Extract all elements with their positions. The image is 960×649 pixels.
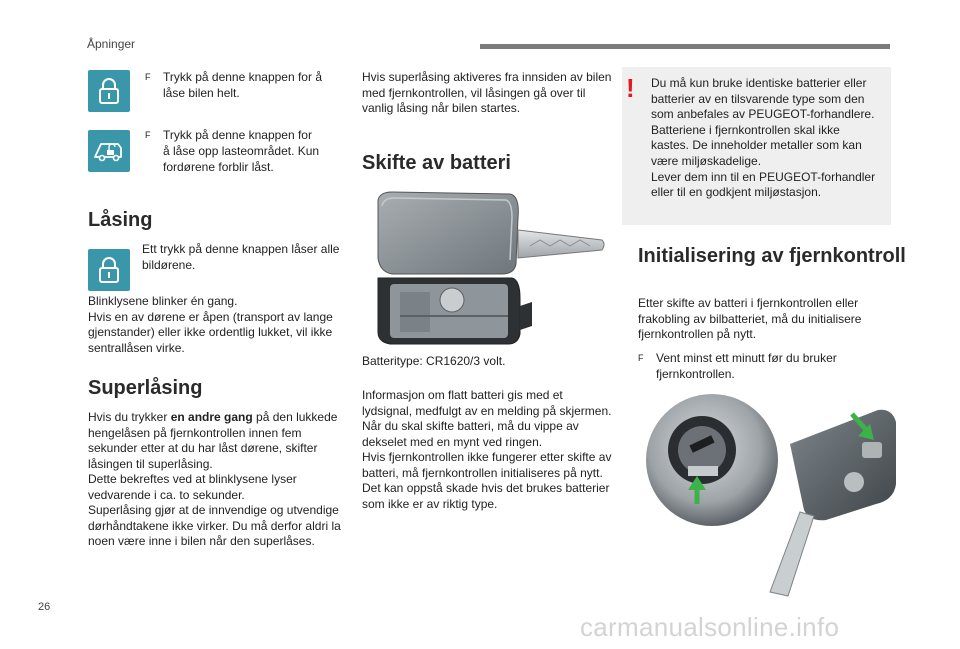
warning-box [622, 67, 891, 225]
superlocking-body-bold: en andre gang [170, 410, 253, 424]
lock-all-icon-box [88, 249, 130, 291]
warning-icon: ! [626, 73, 635, 103]
init-body: Etter skifte av batteri i fjernkontrollen eller frakobling av bilbatteriet, må du initialisere fjernkontrollen på nytt. [638, 296, 862, 341]
superlocking-heading: Superlåsing [88, 377, 203, 399]
ignition-key-photo [640, 392, 900, 602]
lock-button-icon-box [88, 70, 130, 112]
battery-heading: Skifte av batteri [362, 152, 511, 174]
cargo-button-icon-box [88, 130, 130, 172]
warning-text: Du må kun bruke identiske batterier eller batterier av en tilsvarende type som den som anbefales av PEUGEOT-forhandlere. Batteriene i fjernkontrollen skal ikke kastes. De inneholder metaller som kan være miljøskadelige. Lever dem inn til en PEUGEOT-forhandler eller til en godkjent miljøstasjon. [651, 76, 876, 200]
bullet-wait [638, 350, 888, 384]
bullet-mark: F [638, 353, 644, 363]
locking-body: Blinklysene blinker én gang. Hvis en av dørene er åpen (transport av lange gjenstander) eller ikke ordentlig lukket, vil ikke sentrallåsen virke. [88, 294, 333, 355]
bullet-wait-text: Vent minst ett minutt før du bruker fjernkontrollen. [656, 351, 837, 381]
bullet-cargo [145, 127, 345, 177]
watermark: carmanualsonline.info [580, 612, 840, 642]
page-number: 26 [38, 601, 51, 613]
section-title: Åpninger [87, 37, 136, 51]
header-bar [480, 44, 890, 49]
remote-battery-photo [370, 188, 610, 348]
bullet-lock-text: Trykk på denne knappen for å låse bilen helt. [163, 70, 322, 100]
init-heading: Initialisering av fjernkontroll [638, 245, 906, 267]
superlocking-inside-note: Hvis superlåsing aktiveres fra innsiden av bilen med fjernkontrollen, vil låsingen gå over til vanlig låsing når bilen startes. [362, 70, 612, 115]
locking-icon-text: Ett trykk på denne knappen låser alle bildørene. [142, 242, 340, 272]
superlocking-body-suffix: på den lukkede hengelåsen på fjernkontrollen innen fem sekunder etter at du har låst dørene, skifter låsingen til superlåsing. Dette bekreftes ved at blinklysene lyser vedvarende i ca. to sekunder. Superlåsing gjør at de innvendige og utvendige dørhåndtakene ikke virker. Du må derfor aldri la noen være inne i bilen når den superlåses. [88, 410, 341, 548]
locking-heading: Låsing [88, 209, 153, 231]
bullet-lock [145, 69, 345, 103]
bullet-cargo-text: Trykk på denne knappen for å låse opp lasteområdet. Kun fordørene forblir låst. [163, 128, 320, 174]
padlock-icon [97, 77, 121, 105]
bullet-mark: F [145, 72, 151, 82]
bullet-mark: F [145, 130, 151, 140]
padlock-icon [97, 256, 121, 284]
superlocking-body [88, 410, 353, 550]
battery-body: Informasjon om flatt batteri gis med et lydsignal, medfulgt av en melding på skjermen. Når du skal skifte batteri, må du vippe av dekselet med en mynt ved ringen. Hvis fjernkontrollen ikke fungerer etter skifte av batteri, må fjernkontrollen initialiseres på nytt. Det kan oppstå skade hvis det brukes batterier som ikke er av riktig type. [362, 388, 612, 511]
superlocking-body-prefix: Hvis du trykker [88, 410, 171, 424]
van-unlock-icon [92, 139, 126, 163]
battery-type: Batteritype: CR1620/3 volt. [362, 354, 506, 368]
